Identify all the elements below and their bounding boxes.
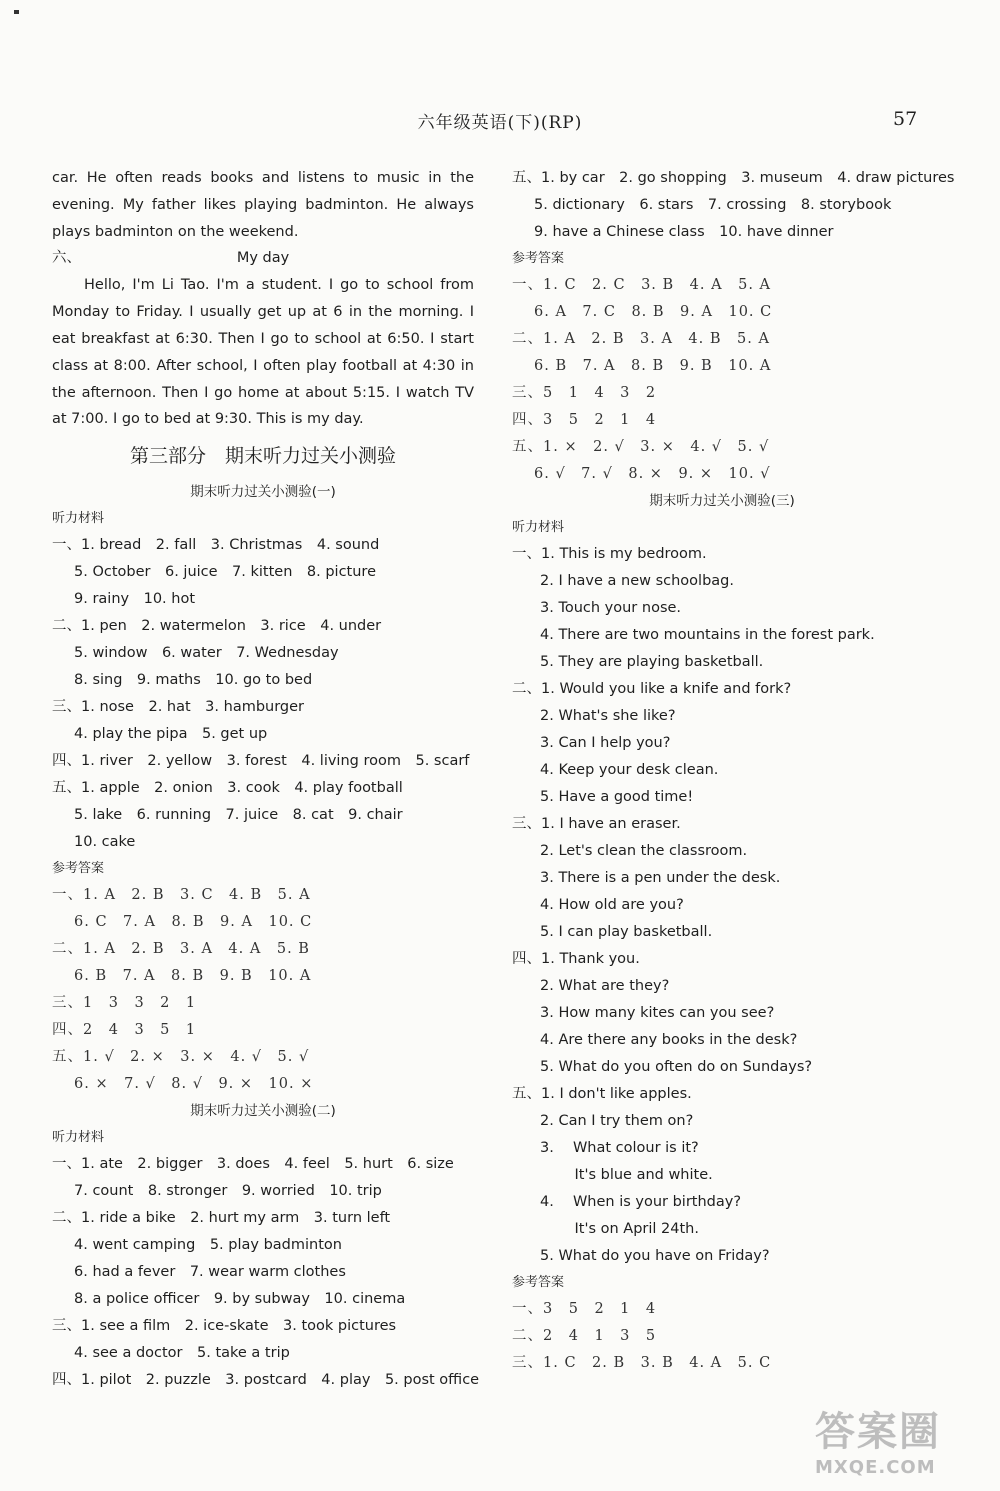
paragraph-continuation [52,165,474,245]
test1-title: 期末听力过关小测验(一) [190,484,336,501]
list-item: 4. play the pipa 5. get up [74,726,268,743]
essay-heading [52,245,474,272]
list-item: 9. have a Chinese class 10. have dinner [534,224,834,240]
list-item: 一、1. bread 2. fall 3. Christmas 4. sound [52,537,380,554]
list-item: 3. How many kites can you see? [540,1005,775,1021]
list-item: 3. Can I help you? [540,735,671,751]
list-item: 五、1. I don't like apples. [512,1086,692,1102]
left-column [52,165,480,1394]
list-item: 4. There are two mountains in the forest park. [540,627,875,643]
listening-material-label: 听力材料 [52,1130,105,1146]
list-item: 5. They are playing basketball. [540,654,764,670]
page-number: 57 [893,108,918,130]
right-column [512,165,955,1377]
list-item: 8. sing 9. maths 10. go to bed [74,672,313,689]
corner-mark [14,10,19,14]
list-item: 三、1. see a film 2. ice-skate 3. took pictures [52,1318,397,1335]
list-item: 7. count 8. stronger 9. worried 10. trip [74,1183,382,1200]
list-item: 三、1. nose 2. hat 3. hamburger [52,699,305,716]
essay-title: My day [236,250,290,267]
answer-row: 6. × 7. √ 8. √ 9. × 10. × [74,1076,314,1093]
list-item: 10. cake [74,834,136,851]
list-item: It's on April 24th. [560,1221,699,1237]
list-item: 5. dictionary 6. stars 7. crossing 8. storybook [534,197,892,213]
answer-row: 6. B 7. A 8. B 9. B 10. A [534,358,772,374]
test2-material-continued [512,165,955,246]
answer-row: 二、1. A 2. B 3. A 4. B 5. A [512,331,770,347]
test3-material-list [512,541,932,1270]
reference-answers-label: 参考答案 [512,251,565,266]
list-item: 一、1. This is my bedroom. [512,546,707,562]
list-item: 4. went camping 5. play badminton [74,1237,342,1254]
list-item: 一、1. ate 2. bigger 3. does 4. feel 5. hurt 6. size [52,1156,454,1173]
list-item: 3. What colour is it? [540,1140,699,1156]
listening-material-label: 听力材料 [52,511,105,527]
list-item: 4. Keep your desk clean. [540,762,719,778]
list-item: 五、1. by car 2. go shopping 3. museum 4. draw pictures [512,170,955,186]
answer-row: 6. C 7. A 8. B 9. A 10. C [74,914,313,931]
test3-title: 期末听力过关小测验(三) [649,493,795,509]
part-title: 第三部分 期末听力过关小测验 [129,445,396,468]
test2-title: 期末听力过关小测验(二) [190,1103,336,1120]
list-item: It's blue and white. [560,1167,713,1183]
list-item: 9. rainy 10. hot [74,591,196,608]
reference-answers-label: 参考答案 [512,1275,565,1290]
answer-row: 四、2 4 3 5 1 [52,1022,197,1039]
answer-row: 二、2 4 1 3 5 [512,1328,657,1344]
answer-row: 6. A 7. C 8. B 9. A 10. C [534,304,773,320]
list-item: 4. see a doctor 5. take a trip [74,1345,290,1362]
list-item: 4. When is your birthday? [540,1194,742,1210]
list-item: 3. There is a pen under the desk. [540,870,781,886]
essay-body [52,272,474,433]
test1-answer-list [52,882,474,1098]
list-item: 8. a police officer 9. by subway 10. cinema [74,1291,406,1308]
answer-row: 6. √ 7. √ 8. × 9. × 10. √ [534,466,771,482]
list-item: 5. What do you have on Friday? [540,1248,770,1264]
watermark-logo [815,1400,985,1480]
answer-row: 一、1. C 2. C 3. B 4. A 5. A [512,277,772,293]
test1-material-list [52,532,474,856]
list-item: 三、1. I have an eraser. [512,816,681,832]
answer-row: 三、5 1 4 3 2 [512,385,657,401]
list-item: 2. Let's clean the classroom. [540,843,748,859]
answer-row: 6. B 7. A 8. B 9. B 10. A [74,968,312,985]
answer-row: 一、1. A 2. B 3. C 4. B 5. A [52,887,311,904]
list-item: 6. had a fever 7. wear warm clothes [74,1264,346,1281]
running-header: 六年级英语(下)(RP) [417,113,583,133]
list-item: 4. How old are you? [540,897,684,913]
watermark-cn: 答案圈 [815,1409,941,1455]
list-item: 四、1. pilot 2. puzzle 3. postcard 4. play 5. post office [52,1372,480,1389]
answer-row: 五、1. × 2. √ 3. × 4. √ 5. √ [512,439,770,455]
list-item: 5. window 6. water 7. Wednesday [74,645,339,662]
list-item: 2. Can I try them on? [540,1113,694,1129]
list-item: 5. lake 6. running 7. juice 8. cat 9. chair [74,807,403,824]
list-item: 5. Have a good time! [540,789,694,805]
list-item: 3. Touch your nose. [540,600,682,616]
answer-row: 三、1. C 2. B 3. B 4. A 5. C [512,1355,772,1371]
list-item: 5. What do you often do on Sundays? [540,1059,813,1075]
list-item: 2. What's she like? [540,708,676,724]
list-item: 二、1. ride a bike 2. hurt my arm 3. turn left [52,1210,391,1227]
essay-marker: 六、 [52,250,81,267]
answer-row: 二、1. A 2. B 3. A 4. A 5. B [52,941,310,958]
watermark-en: MXQE.COM [815,1457,936,1478]
essay-text: Hello, I'm Li Tao. I'm a student. I go to school from Monday to Friday. I usually get up at 6 in the morning. I eat breakfast at 6:30. Then I go to school at 6:50. I start class at 8:00. After school, I often play football at 4:30 in the afternoon. Then I go home at about 5:15. I watch TV at 7:00. I go to bed at 9:30. This is my day. [52,277,474,428]
answer-row: 一、3 5 2 1 4 [512,1301,657,1317]
listening-material-label: 听力材料 [512,520,565,535]
list-item: 4. Are there any books in the desk? [540,1032,798,1048]
answer-row: 五、1. √ 2. × 3. × 4. √ 5. √ [52,1049,310,1066]
list-item: 2. What are they? [540,978,670,994]
list-item: 二、1. pen 2. watermelon 3. rice 4. under [52,618,382,635]
answer-row: 三、1 3 3 2 1 [52,995,197,1012]
reference-answers-label: 参考答案 [52,861,105,877]
list-item: 五、1. apple 2. onion 3. cook 4. play football [52,780,403,797]
test2-answer-list [512,272,932,488]
test3-answer-list [512,1296,932,1377]
list-item: 四、1. river 2. yellow 3. forest 4. living room 5. scarf [52,753,470,770]
paragraph-text: car. He often reads books and listens to music in the evening. My father likes playing badminton. He always plays badminton on the weekend. [52,170,474,240]
test2-material-list [52,1151,480,1394]
list-item: 四、1. Thank you. [512,951,640,967]
list-item: 二、1. Would you like a knife and fork? [512,681,792,697]
list-item: 5. I can play basketball. [540,924,713,940]
answer-row: 四、3 5 2 1 4 [512,412,657,428]
list-item: 2. I have a new schoolbag. [540,573,734,589]
list-item: 5. October 6. juice 7. kitten 8. picture [74,564,376,581]
